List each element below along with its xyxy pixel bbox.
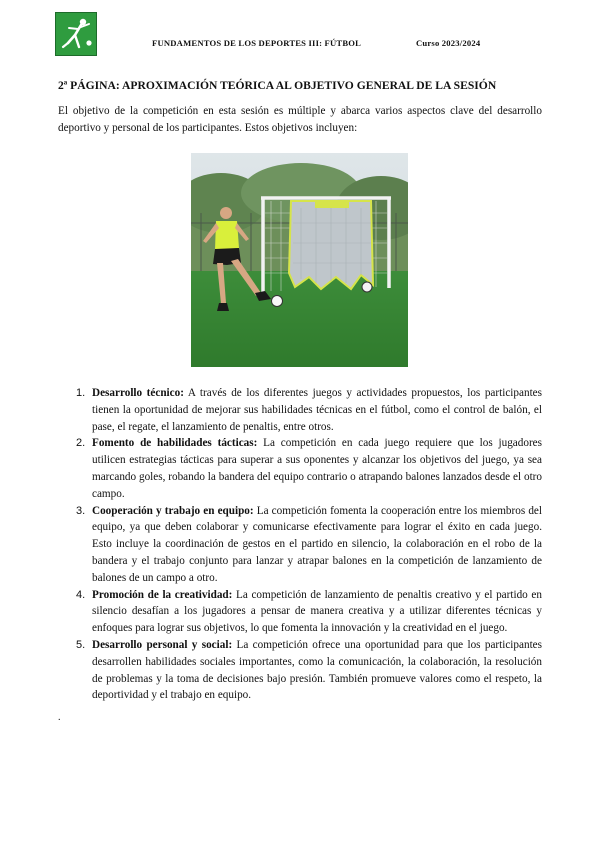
item-term: Promoción de la creatividad:: [92, 588, 233, 601]
item-number: 5.: [76, 638, 86, 651]
footer-mark: .: [58, 712, 61, 723]
item-text: La competición ofrece una oportunidad para que los participantes desarrollen habilidades sociales importantes, como la comunicación, la colaboración, la resolución de problemas y la toma de decisiones bajo presión. También promueve valores como el respeto, la deportividad y el trabajo en equipo.: [92, 638, 542, 702]
item-term: Desarrollo personal y social:: [92, 638, 233, 651]
item-term: Desarrollo técnico:: [92, 387, 184, 399]
course-year: Curso 2023/2024: [416, 38, 481, 48]
item-text: La competición de lanzamiento de penaltis creativo y el partido en silencio desafían a los jugadores a pensar de manera creativa y a utilizar diferentes técnicas y enfoques para lograr sus objetivos, lo que fomenta la innovación y la creatividad en el juego.: [92, 588, 542, 635]
list-item: [76, 503, 542, 587]
item-number: 1.: [76, 387, 86, 399]
item-number: 3.: [76, 504, 86, 517]
item-term: Fomento de habilidades tácticas:: [92, 437, 258, 450]
list-item: [76, 435, 542, 502]
item-text: La competición fomenta la cooperación entre los miembros del equipo, ya que deben colaborar y comunicarse efectivamente para lograr el éxito en cada juego. Esto incluye la coordinación de gestos en el partido en silencio, la colaboración en el robo de la bandera y el trabajo conjunto para lanzar y atrapar balones en la competición de lanzamiento de balones de un campo a otro.: [92, 504, 542, 584]
item-term: Cooperación y trabajo en equipo:: [92, 504, 254, 517]
list-item: [76, 587, 542, 637]
list-item: [76, 385, 542, 435]
intro-paragraph: El objetivo de la competición en esta sesión es múltiple y abarca varios aspectos clave del desarrollo deportivo y personal de los participantes. Estos objetivos incluyen:: [58, 105, 542, 134]
item-number: 2.: [76, 437, 86, 450]
item-text: La competición en cada juego requiere que los jugadores utilicen estrategias tácticas para superar a sus oponentes y alcanzar los objetivos del juego, ya sea marcando goles, robando la bandera del equipo contrario o atrapando balones lanzados desde el otro campo.: [92, 437, 542, 500]
item-text: A través de los diferentes juegos y actividades propuestos, los participantes tienen la oportunidad de mejorar sus habilidades técnicas en el fútbol, como el control de balón, el pase, el regate, el lanzamiento de penaltis, entre otros.: [92, 387, 542, 433]
page-title: 2ª PÁGINA: APROXIMACIÓN TEÓRICA AL OBJETIVO GENERAL DE LA SESIÓN: [58, 79, 497, 92]
player-kicking-ball-photo: [191, 153, 408, 367]
subject-name: FUNDAMENTOS DE LOS DEPORTES III: FÚTBOL: [152, 38, 362, 48]
page-header: [0, 38, 600, 52]
objectives-list: [76, 385, 542, 704]
item-number: 4.: [76, 588, 86, 601]
list-item: [76, 637, 542, 704]
